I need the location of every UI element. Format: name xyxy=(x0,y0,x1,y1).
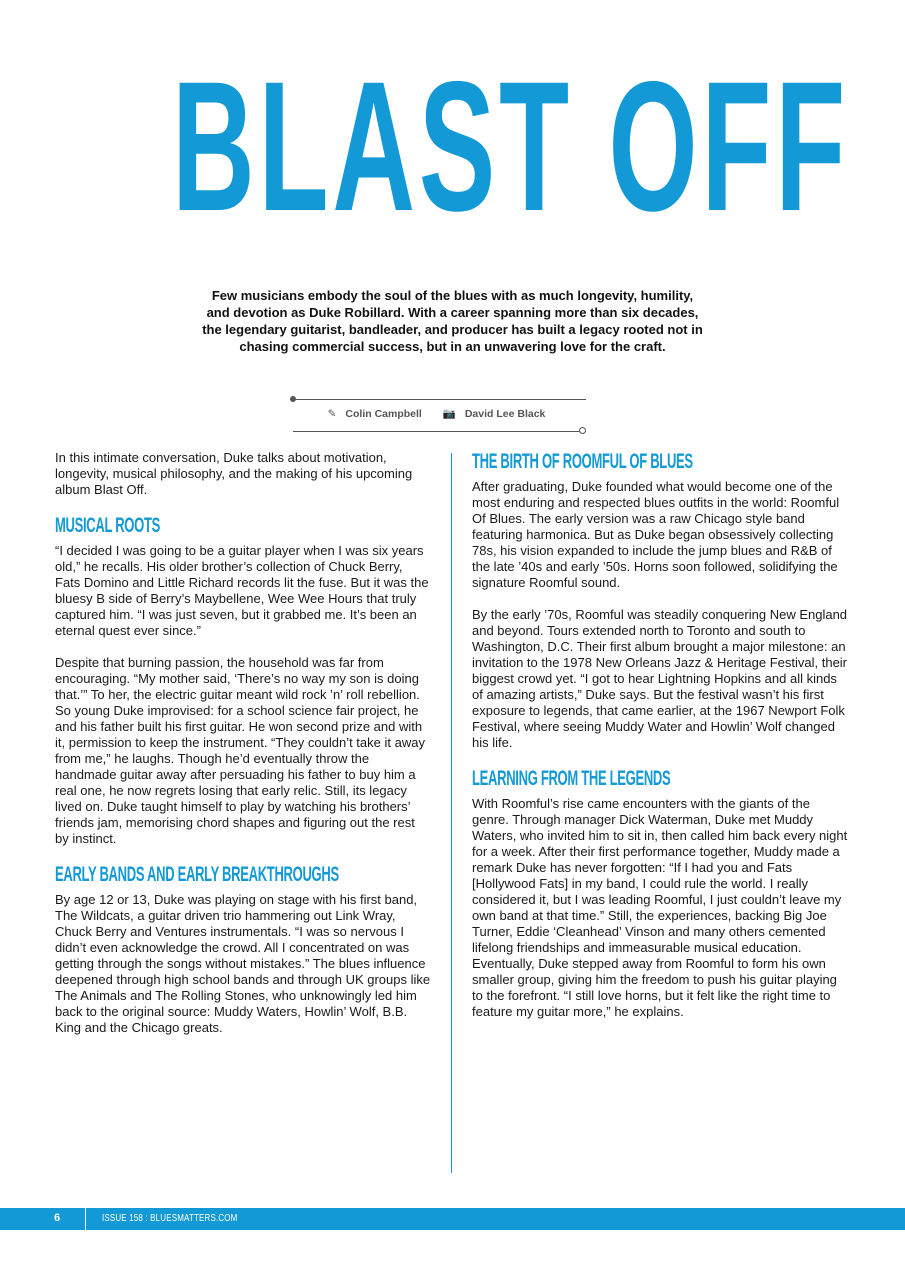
body-paragraph: Despite that burning passion, the household was far from encouraging. “My mother said, ‘There’s no way my son is doing that.’” To her, the electric guitar meant wild rock ’n’ roll rebellion. So young Duke improvised: for a school science fair project, he and his father built his first guitar. He won second prize and with it, permission to keep the instrument. “They couldn’t take it away from me,” he laughs. Though he’d eventually throw the handmade guitar away after persuading his father to buy him a real one, he now regrets losing that early relic. Still, its legacy lived on. Duke taught himself to play by watching his brothers’ friends jam, memorising chord shapes and figuring out the rest by instinct. xyxy=(55,655,425,846)
column-divider xyxy=(451,453,452,1173)
section-heading-musical-roots: MUSICAL ROOTS xyxy=(55,514,160,537)
writer-name: Colin Campbell xyxy=(345,408,422,420)
credit-rule-top xyxy=(293,399,586,400)
page-number: 6 xyxy=(54,1212,61,1224)
body-paragraph: After graduating, Duke founded what would become one of the most enduring and respected blues outfits in the world: Roomful Of Blues. The early version was a raw Chicago style band featuring harmonica. But as Duke began obsessively collecting 78s, his vision expanded to include the jump blues and R&B of the late ’40s and early ’50s. Horns soon followed, solidifying the signature Roomful sound. xyxy=(472,479,840,590)
section-heading-early-bands: EARLY BANDS AND EARLY BREAKTHROUGHS xyxy=(55,863,339,886)
footer-separator xyxy=(85,1208,86,1230)
section-heading-learning-from-legends: LEARNING FROM THE LEGENDS xyxy=(472,767,671,790)
camera-icon: 📷 xyxy=(442,408,456,420)
intro-paragraph: In this intimate conversation, Duke talks about motivation, longevity, musical philosophy, and the making of his upcoming album Blast Off. xyxy=(55,450,413,497)
credit-rule-bottom xyxy=(293,431,580,432)
body-paragraph: By age 12 or 13, Duke was playing on stage with his first band, The Wildcats, a guitar driven trio hammering out Link Wray, Chuck Berry and Ventures instrumentals. “I was so nervous I didn’t even acknowledge the crowd. All I concentrated on was getting through the songs without mistakes.” The blues influence deepened through high school bands and through UK groups like The Animals and The Rolling Stones, who unknowingly led him back to the original source: Muddy Waters, Howlin’ Wolf, B.B. King and the Chicago greats. xyxy=(55,892,431,1035)
pencil-icon: ✎ xyxy=(327,408,337,420)
photographer-name: David Lee Black xyxy=(464,408,546,420)
writer-credit xyxy=(328,408,428,420)
left-column xyxy=(55,450,431,1052)
article-title: BLAST OFF xyxy=(171,44,849,250)
section-heading-birth-of-roomful: THE BIRTH OF ROOMFUL OF BLUES xyxy=(472,450,693,473)
credits xyxy=(293,407,586,420)
right-column xyxy=(472,450,850,1036)
photographer-credit xyxy=(443,407,552,420)
issue-label: ISSUE 158 : BLUESMATTERS.COM xyxy=(102,1213,238,1224)
rule-dot-end xyxy=(579,427,586,434)
body-paragraph: “I decided I was going to be a guitar player when I was six years old,” he recalls. His older brother’s collection of Chuck Berry, Fats Domino and Little Richard records lit the fuse. But it was the bluesy B side of Berry’s Maybellene, Wee Wee Hours that truly captured him. “I was just seven, but it grabbed me. It’s been an eternal quest ever since.” xyxy=(55,543,429,638)
body-paragraph: With Roomful’s rise came encounters with the giants of the genre. Through manager Dick Waterman, Duke met Muddy Waters, who invited him to sit in, then called him back every night for a week. After their first performance together, Muddy made a remark Duke has never forgotten: “If I had you and Fats [Hollywood Fats] in my band, I could rule the world. I really considered it, but I was leading Roomful, I just couldn’t leave my own band at that time.” Still, the experiences, backing Big Joe Turner, Eddie ‘Cleanhead’ Vinson and many others cemented lifelong friendships and immeasurable musical education. Eventually, Duke stepped away from Roomful to form his own smaller group, giving him the freedom to push his guitar playing to the forefront. “I still love horns, but it felt like the right time to feature my guitar more,” he explains. xyxy=(472,796,848,1019)
standfirst: Few musicians embody the soul of the blues with as much longevity, humility, and devotion as Duke Robillard. With a career spanning more than six decades, the legendary guitarist, bandleader, and producer has built a legacy rooted not in chasing commercial success, but in an unwavering love for the craft. xyxy=(202,288,703,354)
page-footer xyxy=(0,1208,905,1230)
body-paragraph: By the early ’70s, Roomful was steadily conquering New England and beyond. Tours extended north to Toronto and south to Washington, D.C. Their first album brought a major milestone: an invitation to the 1978 New Orleans Jazz & Heritage Festival, their biggest crowd yet. “I got to hear Lightning Hopkins and all kinds of amazing artists,” Duke says. But the festival wasn’t his first exposure to legends, that came earlier, at the 1967 Newport Folk Festival, where seeing Muddy Water and Howlin’ Wolf changed his life. xyxy=(472,607,848,750)
